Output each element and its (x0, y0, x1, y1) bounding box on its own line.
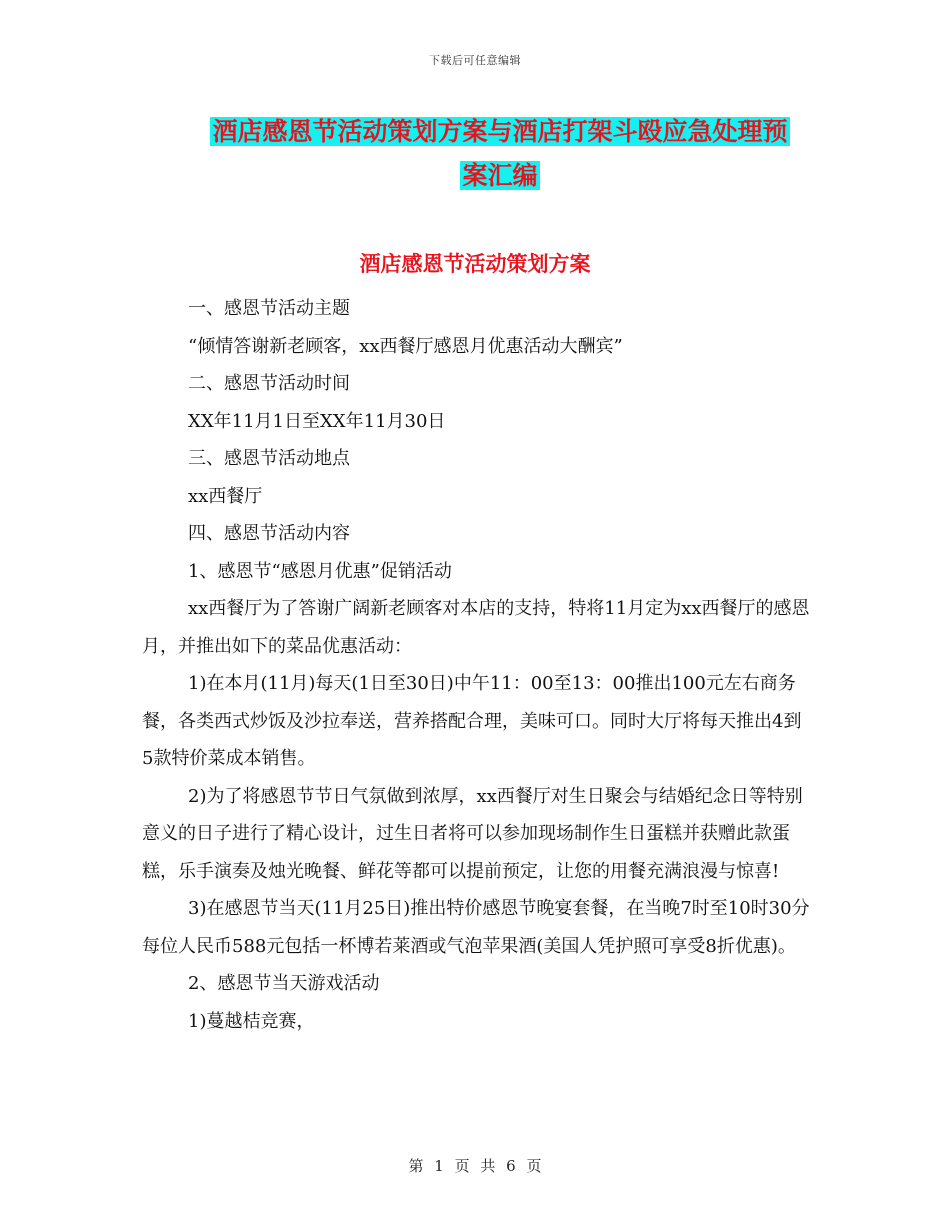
document-title-line-1: 酒店感恩节活动策划方案与酒店打架斗殴应急处理预 (212, 117, 788, 146)
location-text: xx西餐厅 (188, 485, 263, 507)
heading-time: 二、感恩节活动时间 (188, 373, 350, 394)
subheading-games: 2、感恩节当天游戏活动 (188, 973, 380, 994)
header-note: 下载后可任意编辑 (429, 54, 521, 67)
paragraph: 3)在感恩节当天(11月25日)推出特价感恩节晚宴套餐，在当晚7时至10时30分 每位人民币588元包括一杯博若莱酒或气泡苹果酒(美国人凭护照可享受8折优惠)。 (142, 898, 810, 957)
section-title: 酒店感恩节活动策划方案 (359, 251, 591, 276)
paragraph: 1)蔓越桔竞赛， (188, 1010, 315, 1032)
document-title-line-2: 案汇编 (462, 161, 538, 190)
heading-theme: 一、感恩节活动主题 (188, 298, 350, 319)
paragraph: 1)在本月(11月)每天(1日至30日)中午11：00至13：00推出100元左右商务餐，各类西式炒饭及沙拉奉送，营养搭配合理，美味可口。同时大厅将每天推出4到5款特价菜成本销售。 (142, 673, 802, 769)
time-text: XX年11月1日至XX年11月30日 (188, 410, 446, 432)
theme-text: “倾情答谢新老顾客，xx西餐厅感恩月优惠活动大酬宾” (188, 335, 623, 357)
paragraph: xx西餐厅为了答谢广阔新老顾客对本店的支持，特将11月定为xx西餐厅的感恩月，并推出如下的菜品优惠活动： (142, 598, 810, 657)
document-title (150, 110, 850, 198)
paragraph: 2)为了将感恩节节日气氛做到浓厚，xx西餐厅对生日聚会与结婚纪念日等特别意义的日子进行了精心设计，过生日者将可以参加现场制作生日蛋糕并获赠此款蛋糕，乐手演奏及烛光晚餐、鲜花等都可以提前预定，让您的用餐充满浪漫与惊喜! (142, 785, 803, 882)
document-body (142, 290, 810, 1040)
subheading-promotion: 1、感恩节“感恩月优惠”促销活动 (188, 560, 452, 582)
page-number-footer: 第 1 页 共 6 页 (408, 1157, 542, 1175)
heading-content: 四、感恩节活动内容 (188, 523, 350, 544)
heading-location: 三、感恩节活动地点 (188, 448, 350, 469)
